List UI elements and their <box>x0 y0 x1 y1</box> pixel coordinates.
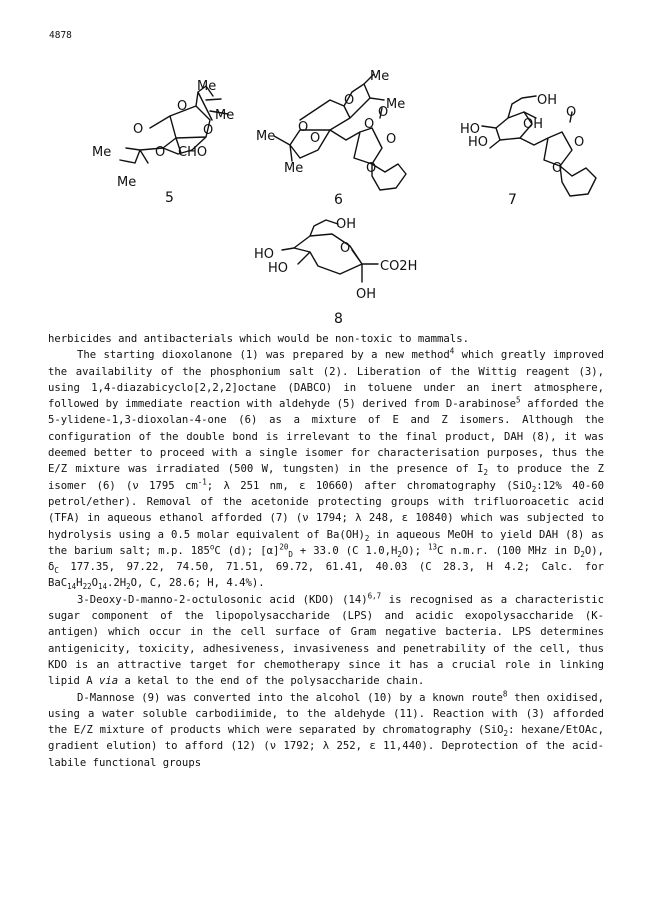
structure-8-label-o: O <box>340 241 351 256</box>
structure-8-label-ho1: HO <box>254 247 275 262</box>
structure-5-label-cho: CHO <box>178 145 208 160</box>
structure-5-label-o1: O <box>177 99 188 114</box>
paragraph-3: 3-Deoxy-D-manno-2-octulosonic acid (KDO) $(14)^{6,7}$ is recognised as a characteristic sugar component of the lipopolysaccharide (LPS) and acidic exopolysaccharide (K-antigen) which occur in the cell surface of Gram negative bacteria. LPS determines antigenicity, toxicity, adhesiveness, invasiveness and penetrability of the cell, thus KDO is an attractive target for chemotherapy since it has a crucial role in linking lipid A via a ketal to the end of the polysaccharide chain. <box>48 591 604 688</box>
structure-7-label-ho2: HO <box>468 135 489 150</box>
structure-6-label-me2: Me <box>386 97 406 112</box>
structure-8-number: 8 <box>334 311 343 327</box>
structure-5-label-me3: Me <box>92 145 112 160</box>
structure-6-label-me1: Me <box>370 69 390 84</box>
structure-6-label-o3: O <box>298 120 309 135</box>
structure-5-label-o4: O <box>155 145 166 160</box>
structure-8-label-co2h: CO2H <box>380 259 418 274</box>
structure-7-label-ho1: HO <box>460 122 481 137</box>
paragraph-2: The starting dioxolanone (1) was prepared by a new method$^4$ which greatly improved the availability of the phosphonium salt (2). Liberation of the Wittig reagent (3), using 1,4-diazabicyclo[2,2,2]octane (DABCO) in toluene under an inert atmosphere, followed by immediate reaction with aldehyde (5) derived from D-arabinose$^5$ afforded the 5-ylidene-1,3-dioxolan-4-one (6) as a mixture of E and Z isomers. Although the configuration of the double bond is irrelevant to the final product, DAH (8), it was deemed better to proceed with a single isomer for characterisation purposes, thus the E/Z mixture was irradiated (500 W, tungsten) in the presence of $I_2$ to produce the Z isomer (6) (ν 1795 $cm^{-1}$; λ 251 nm, ε 10660) after chromatography (SiO$_2$:12% 40-60 petrol/ether). Removal of the acetonide protecting groups with trifluoroacetic acid (TFA) in aqueous ethanol afforded (7) (ν 1794; λ 248, ε 10840) which was subjected to hydrolysis using a 0.5 molar equivalent of $Ba(OH)_2$ in aqueous MeOH to yield DAH (8) as the barium salt; m.p. 185$^o$C (d); $[\alpha]^{20}_D + 33.0$ (C $1.0,H_2O$); $^{13}$C n.m.r. (100 MHz in $D_2O$), $\delta_C$ 177.35, 97.22, 74.50, 71.51, 69.72, 61.41, 40.03 (C 28.3, H 4.2; Calc. for $BaC_{14}H_{22}O_{14}.2H_2O$, C, 28.6; H, 4.4%). <box>48 346 605 592</box>
structure-7-label-o2: O <box>574 135 585 150</box>
structure-5-label-me4: Me <box>117 175 137 190</box>
paragraph-1: herbicides and antibacterials which would be non-toxic to mammals. <box>48 333 469 345</box>
structure-6-label-o7: O <box>366 161 377 176</box>
structure-5-label-o3: O <box>133 122 144 137</box>
structure-5-number: 5 <box>165 190 174 206</box>
structure-6-label-o6: O <box>386 132 397 147</box>
structure-7-label-oh2: OH <box>523 117 544 132</box>
structure-6-label-o2: O <box>364 117 375 132</box>
chemical-structures-figure <box>0 0 663 330</box>
structure-6-label-o5: O <box>378 105 389 120</box>
structure-7-label-oh1: OH <box>537 93 558 108</box>
structure-5-label-me2: Me <box>215 108 235 123</box>
structure-7-label-o3: O <box>552 161 563 176</box>
structure-6-number: 6 <box>334 192 343 208</box>
structure-8-label-oh1: OH <box>336 217 357 232</box>
structure-8-label-ho2: HO <box>268 261 289 276</box>
structure-8 <box>282 220 378 282</box>
structure-5-label-o2: O <box>203 123 214 138</box>
paragraph-4: D-Mannose (9) was converted into the alcohol (10) by a known route$^8$ then oxidised, using a water soluble carbodiimide, to the aldehyde (11). Reaction with (3) afforded the E/Z mixture of products which were separated by chromatography (SiO$_2$: hexane/EtOAc, gradient elution) to afford (12) (ν 1792; λ 252, ε 11,440). Deprotection of the acid-labile functional groups <box>48 689 605 769</box>
structure-6-label-o4: O <box>310 131 321 146</box>
structure-6-label-o1: O <box>344 93 355 108</box>
structure-5-label-me1: Me <box>197 79 217 94</box>
structure-8-label-oh2: OH <box>356 287 377 302</box>
structure-7-number: 7 <box>508 192 517 208</box>
structure-6-label-me3: Me <box>256 129 276 144</box>
page-number: 4878 <box>49 30 72 41</box>
body-text <box>48 331 604 771</box>
structure-7-label-o1: O <box>566 105 577 120</box>
structure-6-label-me4: Me <box>284 161 304 176</box>
